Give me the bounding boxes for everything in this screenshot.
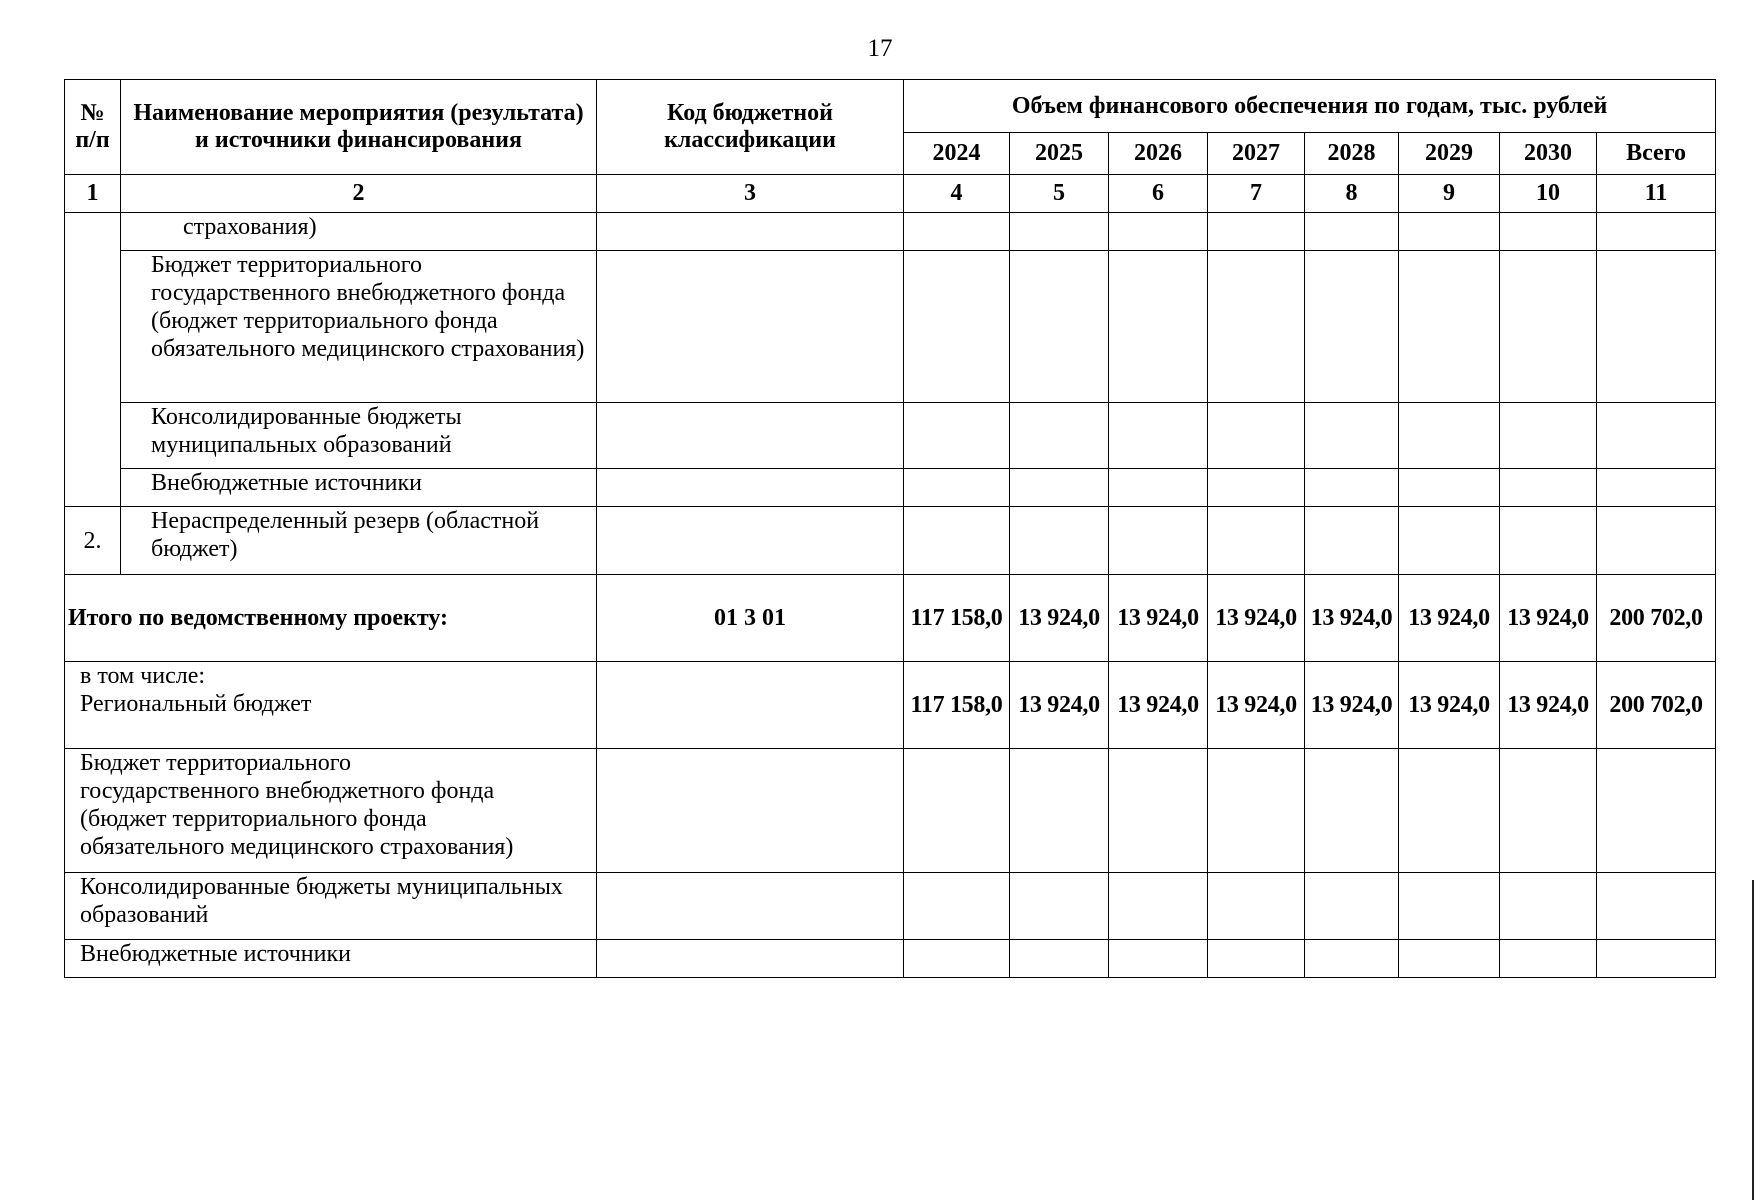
col-number: 6 bbox=[1109, 175, 1208, 213]
breakdown-source: Региональный бюджет bbox=[80, 691, 312, 717]
breakdown-row bbox=[65, 940, 1716, 978]
total-value: 13 924,0 bbox=[1208, 575, 1305, 662]
row-name: страхования) bbox=[121, 213, 597, 251]
total-value: 13 924,0 bbox=[1399, 575, 1500, 662]
breakdown-name: Внебюджетные источники bbox=[65, 940, 597, 978]
breakdown-name bbox=[65, 662, 597, 749]
breakdown-value: 13 924,0 bbox=[1109, 662, 1208, 749]
total-code: 01 3 01 bbox=[597, 575, 904, 662]
col-number: 9 bbox=[1399, 175, 1500, 213]
total-value: 117 158,0 bbox=[904, 575, 1010, 662]
breakdown-value: 117 158,0 bbox=[904, 662, 1010, 749]
col-number: 1 bbox=[65, 175, 121, 213]
header-total: Всего bbox=[1597, 133, 1716, 175]
header-year: 2027 bbox=[1208, 133, 1305, 175]
header-code: Код бюджетной классификации bbox=[597, 80, 904, 175]
header-year: 2029 bbox=[1399, 133, 1500, 175]
table-row bbox=[65, 507, 1716, 575]
table-row bbox=[65, 213, 1716, 251]
breakdown-value: 13 924,0 bbox=[1500, 662, 1597, 749]
breakdown-value: 13 924,0 bbox=[1208, 662, 1305, 749]
header-year: 2030 bbox=[1500, 133, 1597, 175]
row-code bbox=[597, 251, 904, 403]
header-year: 2026 bbox=[1109, 133, 1208, 175]
row-name: Бюджет территориального государственного внебюджетного фонда (бюджет территориального фонда обязательного медицинского страхования) bbox=[121, 251, 597, 403]
header-name: Наименование мероприятия (результата) и источники финансирования bbox=[121, 80, 597, 175]
breakdown-value: 13 924,0 bbox=[1010, 662, 1109, 749]
col-number: 4 bbox=[904, 175, 1010, 213]
breakdown-value: 200 702,0 bbox=[1597, 662, 1716, 749]
page-number: 17 bbox=[867, 35, 893, 62]
table-row bbox=[65, 403, 1716, 469]
header-year: 2028 bbox=[1305, 133, 1399, 175]
col-number: 8 bbox=[1305, 175, 1399, 213]
breakdown-intro: в том числе: bbox=[80, 663, 206, 689]
financing-table bbox=[64, 79, 1716, 978]
table-row bbox=[65, 251, 1716, 403]
breakdown-name: Консолидированные бюджеты муниципальных образований bbox=[65, 873, 597, 940]
breakdown-row bbox=[65, 662, 1716, 749]
header-year: 2025 bbox=[1010, 133, 1109, 175]
row-name: Консолидированные бюджеты муниципальных образований bbox=[121, 403, 597, 469]
row-code bbox=[597, 469, 904, 507]
scan-edge-mark bbox=[1752, 880, 1754, 1200]
total-label: Итого по ведомственному проекту: bbox=[65, 575, 597, 662]
breakdown-value: 13 924,0 bbox=[1305, 662, 1399, 749]
table-row bbox=[65, 469, 1716, 507]
col-number: 2 bbox=[121, 175, 597, 213]
row-num bbox=[65, 213, 121, 507]
total-value: 13 924,0 bbox=[1305, 575, 1399, 662]
total-value: 200 702,0 bbox=[1597, 575, 1716, 662]
row-code bbox=[597, 403, 904, 469]
total-value: 13 924,0 bbox=[1500, 575, 1597, 662]
row-num: 2. bbox=[65, 507, 121, 575]
row-name: Нераспределенный резерв (областной бюджет) bbox=[121, 507, 597, 575]
breakdown-name: Бюджет территориального государственного внебюджетного фонда (бюджет территориального фонда обязательного медицинского страхования) bbox=[65, 749, 597, 873]
breakdown-row bbox=[65, 873, 1716, 940]
header-volume: Объем финансового обеспечения по годам, тыс. рублей bbox=[904, 80, 1716, 133]
header-num: № п/п bbox=[65, 80, 121, 175]
breakdown-row bbox=[65, 749, 1716, 873]
total-value: 13 924,0 bbox=[1109, 575, 1208, 662]
row-name: Внебюджетные источники bbox=[121, 469, 597, 507]
row-code bbox=[597, 213, 904, 251]
col-number: 10 bbox=[1500, 175, 1597, 213]
col-number: 3 bbox=[597, 175, 904, 213]
total-value: 13 924,0 bbox=[1010, 575, 1109, 662]
row-code bbox=[597, 507, 904, 575]
col-number: 5 bbox=[1010, 175, 1109, 213]
col-number: 11 bbox=[1597, 175, 1716, 213]
breakdown-value: 13 924,0 bbox=[1399, 662, 1500, 749]
col-number: 7 bbox=[1208, 175, 1305, 213]
total-row bbox=[65, 575, 1716, 662]
header-year: 2024 bbox=[904, 133, 1010, 175]
